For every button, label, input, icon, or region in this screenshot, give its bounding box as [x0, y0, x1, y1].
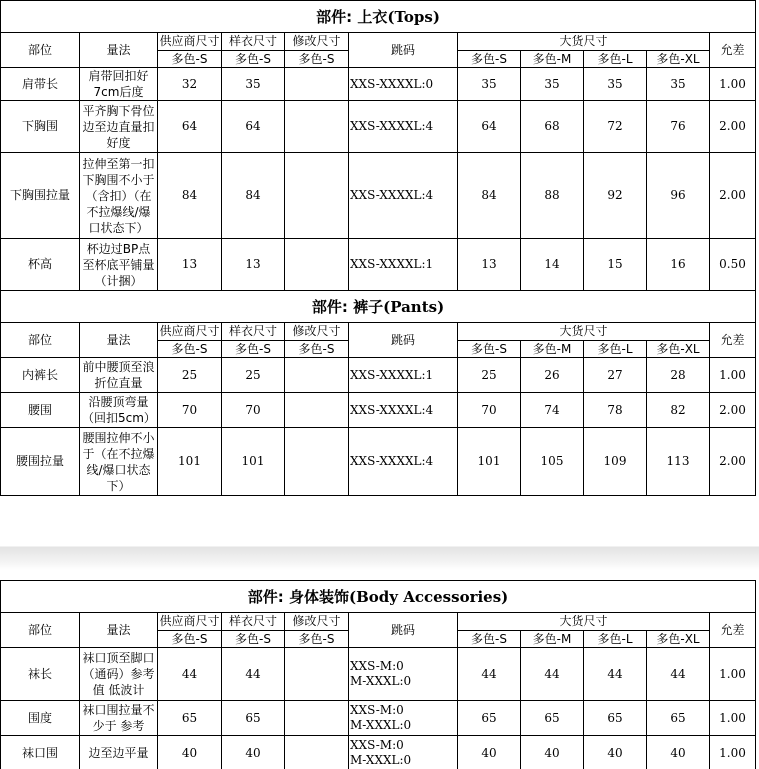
cell-bulk-size: 65 [521, 701, 584, 736]
cell-grading: XXS-XXXXL:4 [349, 393, 458, 428]
cell-bulk-size: 92 [584, 153, 647, 239]
header-bulk-size: 大货尺寸 [458, 613, 710, 631]
cell-sample-size: 35 [222, 68, 285, 101]
cell-part: 袜口围 [1, 736, 80, 769]
cell-bulk-size: 35 [647, 68, 710, 101]
table-row [1, 648, 756, 701]
cell-revised-size [285, 153, 349, 239]
header-part: 部位 [1, 613, 80, 648]
cell-revised-size [285, 358, 349, 393]
cell-grading: XXS-XXXXL:4 [349, 153, 458, 239]
cell-bulk-size: 16 [647, 239, 710, 291]
cell-part: 肩带长 [1, 68, 80, 101]
cell-bulk-size: 44 [647, 648, 710, 701]
cell-bulk-size: 96 [647, 153, 710, 239]
cell-method: 前中腰顶至浪折位直量 [80, 358, 158, 393]
cell-bulk-size: 88 [521, 153, 584, 239]
cell-bulk-size: 101 [458, 428, 521, 496]
section-title-en: (Pants) [383, 297, 445, 316]
cell-bulk-size: 44 [458, 648, 521, 701]
cell-revised-size [285, 239, 349, 291]
cell-grading: XXS-XXXXL:0 [349, 68, 458, 101]
table-row [1, 428, 756, 496]
section-title-row [1, 581, 756, 613]
cell-bulk-size: 78 [584, 393, 647, 428]
cell-revised-size [285, 101, 349, 153]
cell-bulk-size: 35 [521, 68, 584, 101]
section-title [1, 1, 756, 33]
cell-bulk-size: 64 [458, 101, 521, 153]
cell-bulk-size: 44 [521, 648, 584, 701]
header-method: 量法 [80, 33, 158, 68]
cell-tolerance: 1.00 [710, 736, 756, 769]
subheader-bulk-size: 多色-XL [647, 341, 710, 358]
grading-line: XXS-M:0 [350, 738, 404, 752]
section-title-prefix: 部件: [316, 7, 358, 26]
cell-tolerance: 1.00 [710, 358, 756, 393]
cell-supplier-size: 44 [158, 648, 222, 701]
header-bulk-size: 大货尺寸 [458, 323, 710, 341]
table-row [1, 68, 756, 101]
subheader-bulk-size: 多色-L [584, 631, 647, 648]
cell-supplier-size: 25 [158, 358, 222, 393]
cell-method: 沿腰顶弯量（回扣5cm） [80, 393, 158, 428]
subheader-bulk-size: 多色-S [458, 341, 521, 358]
cell-sample-size: 25 [222, 358, 285, 393]
table-row [1, 358, 756, 393]
cell-method: 边至边平量 [80, 736, 158, 769]
grading-line: XXS-M:0 [350, 659, 404, 673]
cell-method: 拉伸至第一扣下胸围不小于（含扣）（在不拉爆线/爆口状态下） [80, 153, 158, 239]
cell-tolerance: 2.00 [710, 153, 756, 239]
header-supplier-size: 供应商尺寸 [158, 613, 222, 631]
subheader-color-s: 多色-S [222, 341, 285, 358]
cell-method: 腰围拉伸不小于（在不拉爆线/爆口状态下） [80, 428, 158, 496]
cell-bulk-size: 82 [647, 393, 710, 428]
cell-bulk-size: 109 [584, 428, 647, 496]
header-grading: 跳码 [349, 33, 458, 68]
cell-bulk-size: 28 [647, 358, 710, 393]
column-header-row [1, 33, 756, 51]
cell-sample-size: 64 [222, 101, 285, 153]
header-grading: 跳码 [349, 323, 458, 358]
cell-bulk-size: 44 [584, 648, 647, 701]
column-header-row [1, 613, 756, 631]
table-row [1, 153, 756, 239]
grading-line: M-XXXL:0 [350, 718, 412, 732]
table-row [1, 239, 756, 291]
cell-bulk-size: 40 [647, 736, 710, 769]
cell-sample-size: 40 [222, 736, 285, 769]
subheader-color-s: 多色-S [285, 631, 349, 648]
table-row [1, 736, 756, 769]
cell-part: 围度 [1, 701, 80, 736]
cell-tolerance: 2.00 [710, 101, 756, 153]
cell-bulk-size: 84 [458, 153, 521, 239]
cell-supplier-size: 65 [158, 701, 222, 736]
cell-supplier-size: 70 [158, 393, 222, 428]
cell-bulk-size: 26 [521, 358, 584, 393]
table-row [1, 701, 756, 736]
subheader-bulk-size: 多色-M [521, 51, 584, 68]
cell-bulk-size: 76 [647, 101, 710, 153]
header-revised-size: 修改尺寸 [285, 613, 349, 631]
cell-bulk-size: 40 [458, 736, 521, 769]
subheader-bulk-size: 多色-S [458, 51, 521, 68]
subheader-color-s: 多色-S [158, 341, 222, 358]
section-title [1, 581, 756, 613]
header-sample-size: 样衣尺寸 [222, 33, 285, 51]
subheader-color-s: 多色-S [158, 631, 222, 648]
column-header-row [1, 323, 756, 341]
cell-supplier-size: 101 [158, 428, 222, 496]
cell-sample-size: 84 [222, 153, 285, 239]
cell-method: 平齐胸下骨位边至边直量扣好度 [80, 101, 158, 153]
section-title-cn: 上衣 [357, 7, 388, 26]
cell-revised-size [285, 428, 349, 496]
cell-part: 下胸围拉量 [1, 153, 80, 239]
section-title-cn: 身体装饰 [289, 587, 350, 606]
cell-bulk-size: 113 [647, 428, 710, 496]
header-sample-size: 样衣尺寸 [222, 613, 285, 631]
cell-part: 袜长 [1, 648, 80, 701]
grading-line: M-XXXL:0 [350, 674, 412, 688]
header-method: 量法 [80, 323, 158, 358]
cell-supplier-size: 64 [158, 101, 222, 153]
table-row [1, 393, 756, 428]
section-title-cn: 裤子 [353, 297, 384, 316]
subheader-bulk-size: 多色-M [521, 341, 584, 358]
header-tolerance: 允差 [710, 323, 756, 358]
cell-revised-size [285, 736, 349, 769]
cell-bulk-size: 65 [584, 701, 647, 736]
subheader-color-s: 多色-S [285, 341, 349, 358]
section-title-prefix: 部件: [311, 297, 354, 316]
header-tolerance: 允差 [710, 33, 756, 68]
cell-grading [349, 648, 458, 701]
subheader-bulk-size: 多色-M [521, 631, 584, 648]
cell-bulk-size: 72 [584, 101, 647, 153]
cell-bulk-size: 68 [521, 101, 584, 153]
cell-bulk-size: 25 [458, 358, 521, 393]
cell-revised-size [285, 393, 349, 428]
cell-bulk-size: 35 [458, 68, 521, 101]
cell-method: 袜口顶至脚口（通码）参考值 低波计 [80, 648, 158, 701]
header-bulk-size: 大货尺寸 [458, 33, 710, 51]
cell-revised-size [285, 68, 349, 101]
cell-sample-size: 65 [222, 701, 285, 736]
section-title-en: (Tops) [387, 7, 440, 26]
cell-bulk-size: 13 [458, 239, 521, 291]
cell-supplier-size: 84 [158, 153, 222, 239]
subheader-bulk-size: 多色-XL [647, 51, 710, 68]
cell-method: 杯边过BP点至杯底平铺量（计捆） [80, 239, 158, 291]
cell-revised-size [285, 648, 349, 701]
cell-part: 下胸围 [1, 101, 80, 153]
cell-part: 腰围拉量 [1, 428, 80, 496]
cell-part: 腰围 [1, 393, 80, 428]
cell-tolerance: 1.00 [710, 648, 756, 701]
header-method: 量法 [80, 613, 158, 648]
section-title-en: (Body Accessories) [349, 587, 509, 606]
cell-sample-size: 13 [222, 239, 285, 291]
subheader-bulk-size: 多色-L [584, 51, 647, 68]
subheader-bulk-size: 多色-XL [647, 631, 710, 648]
cell-tolerance: 2.00 [710, 393, 756, 428]
cell-tolerance: 1.00 [710, 68, 756, 101]
header-part: 部位 [1, 323, 80, 358]
subheader-color-s: 多色-S [158, 51, 222, 68]
cell-grading: XXS-XXXXL:1 [349, 239, 458, 291]
cell-bulk-size: 70 [458, 393, 521, 428]
cell-sample-size: 44 [222, 648, 285, 701]
cell-bulk-size: 27 [584, 358, 647, 393]
cell-bulk-size: 65 [647, 701, 710, 736]
grading-line: XXS-M:0 [350, 703, 404, 717]
cell-supplier-size: 40 [158, 736, 222, 769]
cell-supplier-size: 13 [158, 239, 222, 291]
cell-grading [349, 701, 458, 736]
section-title-row [1, 291, 756, 323]
subheader-color-s: 多色-S [222, 51, 285, 68]
cell-bulk-size: 14 [521, 239, 584, 291]
cell-tolerance: 1.00 [710, 701, 756, 736]
cell-bulk-size: 105 [521, 428, 584, 496]
header-part: 部位 [1, 33, 80, 68]
cell-grading: XXS-XXXXL:4 [349, 101, 458, 153]
header-sample-size: 样衣尺寸 [222, 323, 285, 341]
grading-line: M-XXXL:0 [350, 753, 412, 767]
cell-bulk-size: 40 [584, 736, 647, 769]
cell-part: 内裤长 [1, 358, 80, 393]
section-title-prefix: 部件: [247, 587, 290, 606]
table-row [1, 101, 756, 153]
cell-tolerance: 2.00 [710, 428, 756, 496]
cell-sample-size: 70 [222, 393, 285, 428]
cell-bulk-size: 35 [584, 68, 647, 101]
section-title [1, 291, 756, 323]
cell-grading: XXS-XXXXL:1 [349, 358, 458, 393]
header-revised-size: 修改尺寸 [285, 33, 349, 51]
cell-sample-size: 101 [222, 428, 285, 496]
subheader-color-s: 多色-S [222, 631, 285, 648]
cell-grading: XXS-XXXXL:4 [349, 428, 458, 496]
cell-method: 肩带回扣好7cm后度 [80, 68, 158, 101]
cell-grading [349, 736, 458, 769]
section-title-row [1, 1, 756, 33]
spec-table-accessories [0, 580, 756, 769]
cell-bulk-size: 65 [458, 701, 521, 736]
cell-tolerance: 0.50 [710, 239, 756, 291]
cell-supplier-size: 32 [158, 68, 222, 101]
cell-revised-size [285, 701, 349, 736]
cell-method: 袜口围拉量不少于 参考 [80, 701, 158, 736]
header-grading: 跳码 [349, 613, 458, 648]
header-revised-size: 修改尺寸 [285, 323, 349, 341]
subheader-color-s: 多色-S [285, 51, 349, 68]
cell-bulk-size: 15 [584, 239, 647, 291]
spec-page-2 [0, 570, 759, 769]
subheader-bulk-size: 多色-S [458, 631, 521, 648]
header-tolerance: 允差 [710, 613, 756, 648]
cell-bulk-size: 40 [521, 736, 584, 769]
header-supplier-size: 供应商尺寸 [158, 33, 222, 51]
cell-bulk-size: 74 [521, 393, 584, 428]
page-separator [0, 540, 759, 570]
subheader-bulk-size: 多色-L [584, 341, 647, 358]
cell-part: 杯高 [1, 239, 80, 291]
header-supplier-size: 供应商尺寸 [158, 323, 222, 341]
